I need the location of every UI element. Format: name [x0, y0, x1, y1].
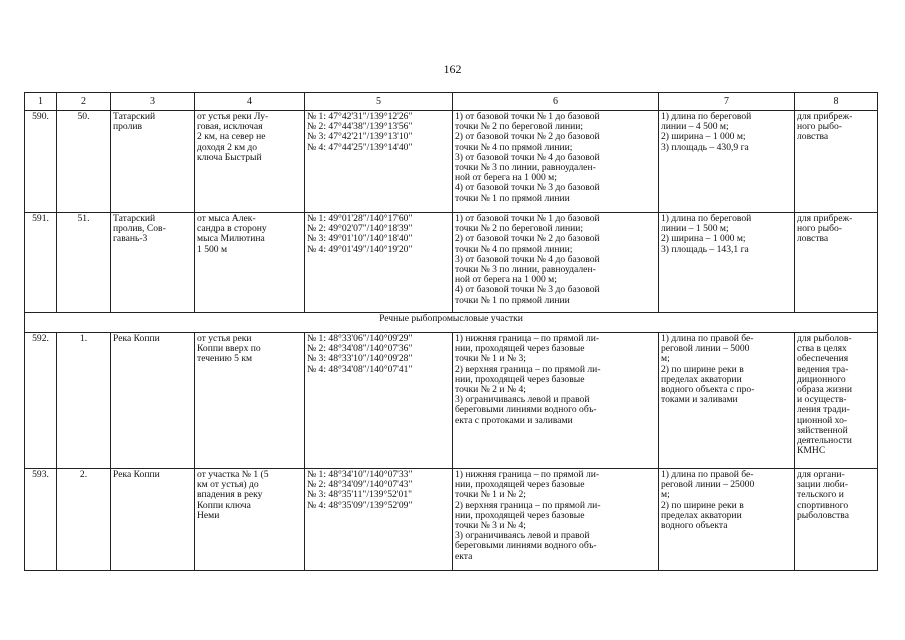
dimensions-line: 3) площадь – 430,9 га	[661, 142, 749, 153]
coordinates-line: № 1: 48°33'06"/140°09'29"	[307, 334, 413, 344]
purpose-line: КМНС	[797, 446, 826, 457]
purpose-cell	[795, 333, 878, 469]
coordinates-line: № 2: 49°02'07"/140°18'39"	[307, 224, 413, 235]
dimensions-line: 1) длина по правой бе-	[661, 334, 754, 344]
coordinates-line: № 3: 49°01'10"/140°18'40"	[307, 234, 413, 245]
purpose-line: рыболовства	[797, 510, 849, 521]
table-row	[25, 469, 878, 571]
purpose-line: для органи-	[797, 470, 845, 480]
area-description-line: км от устья) до	[197, 480, 259, 491]
record-number-cell: 591.	[25, 213, 57, 313]
dimensions-cell	[659, 111, 795, 213]
boundaries-line: 4) от базовой точки № 3 до базовой	[455, 285, 600, 296]
boundaries-line: точки № 3 и № 4;	[455, 521, 526, 532]
area-description-line: Коппи вверх по	[197, 344, 261, 355]
area-description-line: впадения в реку	[197, 490, 263, 501]
boundaries-cell	[453, 333, 659, 469]
coordinates-line: № 3: 48°35'11"/139°52'01"	[307, 490, 413, 501]
coordinates-line: № 1: 47°42'31"/139°12'26"	[307, 112, 413, 122]
coordinates-line: № 1: 49°01'28"/140°17'60"	[307, 214, 413, 224]
area-description-line: от устья реки Лу-	[197, 112, 269, 122]
dimensions-line: 2) ширина – 1 000 м;	[661, 234, 746, 245]
boundaries-line: 4) от базовой точки № 3 до базовой	[455, 183, 600, 194]
column-header: 6	[453, 93, 659, 111]
area-description-line: от устья реки	[197, 334, 252, 344]
water-body-line: пролив, Сов-	[113, 224, 166, 235]
area-description-line: ключа Быстрый	[197, 152, 262, 163]
coordinates-line: № 4: 48°34'08"/140°07'41"	[307, 364, 413, 375]
dimensions-line: 2) по ширине реки в	[661, 364, 744, 375]
boundaries-line: точки № 3 по линии, равноудален-	[455, 163, 596, 174]
boundaries-line: 2) от базовой точки № 2 до базовой	[455, 132, 600, 143]
dimensions-cell	[659, 333, 795, 469]
water-body-cell	[111, 469, 195, 571]
water-body-line: Река Коппи	[113, 470, 160, 480]
water-body-line: гавань-3	[113, 234, 148, 245]
area-description-cell	[195, 469, 305, 571]
local-number-cell: 2.	[57, 469, 111, 571]
purpose-line: обеспечения	[797, 354, 849, 365]
purpose-line: ловства	[797, 132, 829, 143]
boundaries-line: точки № 2 по береговой линии;	[455, 224, 584, 235]
purpose-line: деятельности	[797, 436, 852, 447]
area-description-line: Коппи ключа	[197, 500, 251, 511]
purpose-line: ционной хо-	[797, 415, 848, 426]
purpose-line: для прибреж-	[797, 112, 853, 122]
water-body-line: Татарский	[113, 214, 156, 224]
area-description-cell	[195, 213, 305, 313]
column-header: 3	[111, 93, 195, 111]
boundaries-line: нии, проходящей через базовые	[455, 480, 585, 491]
coordinates-line: № 3: 47°42'21"/139°13'10"	[307, 132, 413, 143]
coordinates-cell	[305, 333, 453, 469]
coordinates-line: № 4: 49°01'49"/140°19'20"	[307, 244, 413, 255]
table-row	[25, 111, 878, 213]
water-body-cell	[111, 213, 195, 313]
coordinates-line: № 2: 48°34'08"/140°07'36"	[307, 344, 413, 355]
dimensions-line: реговой линии – 25000	[661, 480, 755, 491]
boundaries-line: точки № 1 по прямой линии	[455, 193, 570, 204]
local-number-cell: 50.	[57, 111, 111, 213]
area-description-line: от мыса Алек-	[197, 214, 256, 224]
boundaries-line: точки № 3 по линии, равноудален-	[455, 265, 596, 276]
boundaries-line: точки № 4 по прямой линии;	[455, 142, 573, 153]
record-number-cell: 590.	[25, 111, 57, 213]
boundaries-line: точки № 2 и № 4;	[455, 385, 526, 396]
table-row	[25, 213, 878, 313]
dimensions-line: реговой линии – 5000	[661, 344, 750, 355]
boundaries-line: 1) нижняя граница – по прямой ли-	[455, 334, 600, 344]
section-title: Речные рыбопромысловые участки	[25, 313, 878, 333]
boundaries-line: точки № 1 и № 3;	[455, 354, 526, 365]
dimensions-line: пределах акватории	[661, 510, 742, 521]
boundaries-line: нии, проходящей через базовые	[455, 344, 585, 355]
area-description-line: течению 5 км	[197, 354, 253, 365]
purpose-cell	[795, 469, 878, 571]
purpose-line: ления тради-	[797, 405, 850, 416]
boundaries-cell	[453, 111, 659, 213]
purpose-line: и осуществ-	[797, 395, 847, 406]
boundaries-line: екта с протоками и заливами	[455, 415, 573, 426]
boundaries-line: ной от берега на 1 000 м;	[455, 173, 557, 184]
dimensions-line: водного объекта с про-	[661, 385, 755, 396]
coordinates-line: № 2: 47°44'38"/139°13'56"	[307, 122, 413, 133]
boundaries-line: точки № 4 по прямой линии;	[455, 244, 573, 255]
dimensions-line: пределах акватории	[661, 374, 742, 385]
column-header: 1	[25, 93, 57, 111]
purpose-line: ства в целях	[797, 344, 847, 355]
table-row	[25, 333, 878, 469]
purpose-line: спортивного	[797, 500, 849, 511]
purpose-line: тельского и	[797, 490, 844, 501]
column-header: 4	[195, 93, 305, 111]
area-description-line: 1 500 м	[197, 244, 228, 255]
boundaries-line: нии, проходящей через базовые	[455, 374, 585, 385]
area-description-line: доходя 2 км до	[197, 142, 258, 153]
water-body-line: Река Коппи	[113, 334, 160, 344]
dimensions-line: токами и заливами	[661, 395, 738, 406]
water-body-line: Татарский	[113, 112, 156, 122]
coordinates-cell	[305, 213, 453, 313]
boundaries-line: 2) верхняя граница – по прямой ли-	[455, 500, 601, 511]
dimensions-line: м;	[661, 490, 670, 501]
purpose-line: для рыболов-	[797, 334, 852, 344]
record-number-cell: 592.	[25, 333, 57, 469]
dimensions-line: м;	[661, 354, 670, 365]
boundaries-line: ной от берега на 1 000 м;	[455, 275, 557, 286]
area-description-cell	[195, 333, 305, 469]
coordinates-line: № 4: 47°44'25"/139°14'40"	[307, 142, 413, 153]
boundaries-line: точки № 1 по прямой линии	[455, 295, 570, 306]
river-areas-group	[25, 333, 878, 571]
dimensions-line: 3) площадь – 143,1 га	[661, 244, 749, 255]
purpose-line: ведения тра-	[797, 364, 849, 375]
boundaries-line: 3) от базовой точки № 4 до базовой	[455, 152, 600, 163]
dimensions-line: 2) ширина – 1 000 м;	[661, 132, 746, 143]
purpose-line: образа жизни	[797, 385, 853, 396]
column-header: 5	[305, 93, 453, 111]
dimensions-line: водного объекта	[661, 521, 728, 532]
boundaries-line: 1) нижняя граница – по прямой ли-	[455, 470, 600, 480]
boundaries-line: точки № 2 по береговой линии;	[455, 122, 584, 133]
coordinates-cell	[305, 469, 453, 571]
column-header: 2	[57, 93, 111, 111]
coordinates-line: № 3: 48°33'10"/140°09'28"	[307, 354, 413, 365]
dimensions-line: 2) по ширине реки в	[661, 500, 744, 511]
coordinates-cell	[305, 111, 453, 213]
local-number-cell: 1.	[57, 333, 111, 469]
dimensions-line: 1) длина по береговой	[661, 112, 752, 122]
dimensions-line: линии – 4 500 м;	[661, 122, 729, 133]
boundaries-line: береговыми линиями водного объ-	[455, 405, 597, 416]
purpose-line: ного рыбо-	[797, 224, 842, 235]
column-header: 7	[659, 93, 795, 111]
boundaries-line: 1) от базовой точки № 1 до базовой	[455, 214, 600, 224]
area-description-line: от участка № 1 (5	[197, 470, 269, 480]
dimensions-line: линии – 1 500 м;	[661, 224, 729, 235]
boundaries-line: 2) верхняя граница – по прямой ли-	[455, 364, 601, 375]
column-header-row	[25, 93, 878, 111]
section-row	[25, 313, 878, 333]
area-description-line: мыса Милютина	[197, 234, 265, 245]
area-description-line: 2 км, на север не	[197, 132, 266, 143]
purpose-line: зяйственной	[797, 425, 848, 436]
water-body-cell	[111, 111, 195, 213]
purpose-line: ного рыбо-	[797, 122, 842, 133]
area-description-cell	[195, 111, 305, 213]
dimensions-line: 1) длина по правой бе-	[661, 470, 754, 480]
area-description-line: Неми	[197, 510, 220, 521]
boundaries-cell	[453, 469, 659, 571]
purpose-cell	[795, 213, 878, 313]
area-description-line: говая, исключая	[197, 122, 263, 133]
boundaries-cell	[453, 213, 659, 313]
dimensions-cell	[659, 213, 795, 313]
purpose-line: зации люби-	[797, 480, 849, 491]
dimensions-line: 1) длина по береговой	[661, 214, 752, 224]
coordinates-line: № 2: 48°34'09"/140°07'43"	[307, 480, 413, 491]
coordinates-line: № 4: 48°35'09"/139°52'09"	[307, 500, 413, 511]
boundaries-line: 3) ограничиваясь левой и правой	[455, 531, 590, 542]
boundaries-line: 3) ограничиваясь левой и правой	[455, 395, 590, 406]
area-description-line: сандра в сторону	[197, 224, 267, 235]
purpose-cell	[795, 111, 878, 213]
boundaries-line: 3) от базовой точки № 4 до базовой	[455, 254, 600, 265]
boundaries-line: 2) от базовой точки № 2 до базовой	[455, 234, 600, 245]
boundaries-line: 1) от базовой точки № 1 до базовой	[455, 112, 600, 122]
dimensions-cell	[659, 469, 795, 571]
fishing-areas-table	[24, 92, 878, 571]
coordinates-line: № 1: 48°34'10"/140°07'33"	[307, 470, 413, 480]
boundaries-line: екта	[455, 551, 473, 562]
purpose-line: ловства	[797, 234, 829, 245]
water-body-line: пролив	[113, 122, 143, 133]
water-body-cell	[111, 333, 195, 469]
column-header: 8	[795, 93, 878, 111]
sea-areas-group	[25, 111, 878, 313]
purpose-line: для прибреж-	[797, 214, 853, 224]
page-number: 162	[443, 62, 462, 76]
boundaries-line: точки № 1 и № 2;	[455, 490, 526, 501]
record-number-cell: 593.	[25, 469, 57, 571]
local-number-cell: 51.	[57, 213, 111, 313]
boundaries-line: береговыми линиями водного объ-	[455, 541, 597, 552]
purpose-line: диционного	[797, 374, 846, 385]
boundaries-line: нии, проходящей через базовые	[455, 510, 585, 521]
